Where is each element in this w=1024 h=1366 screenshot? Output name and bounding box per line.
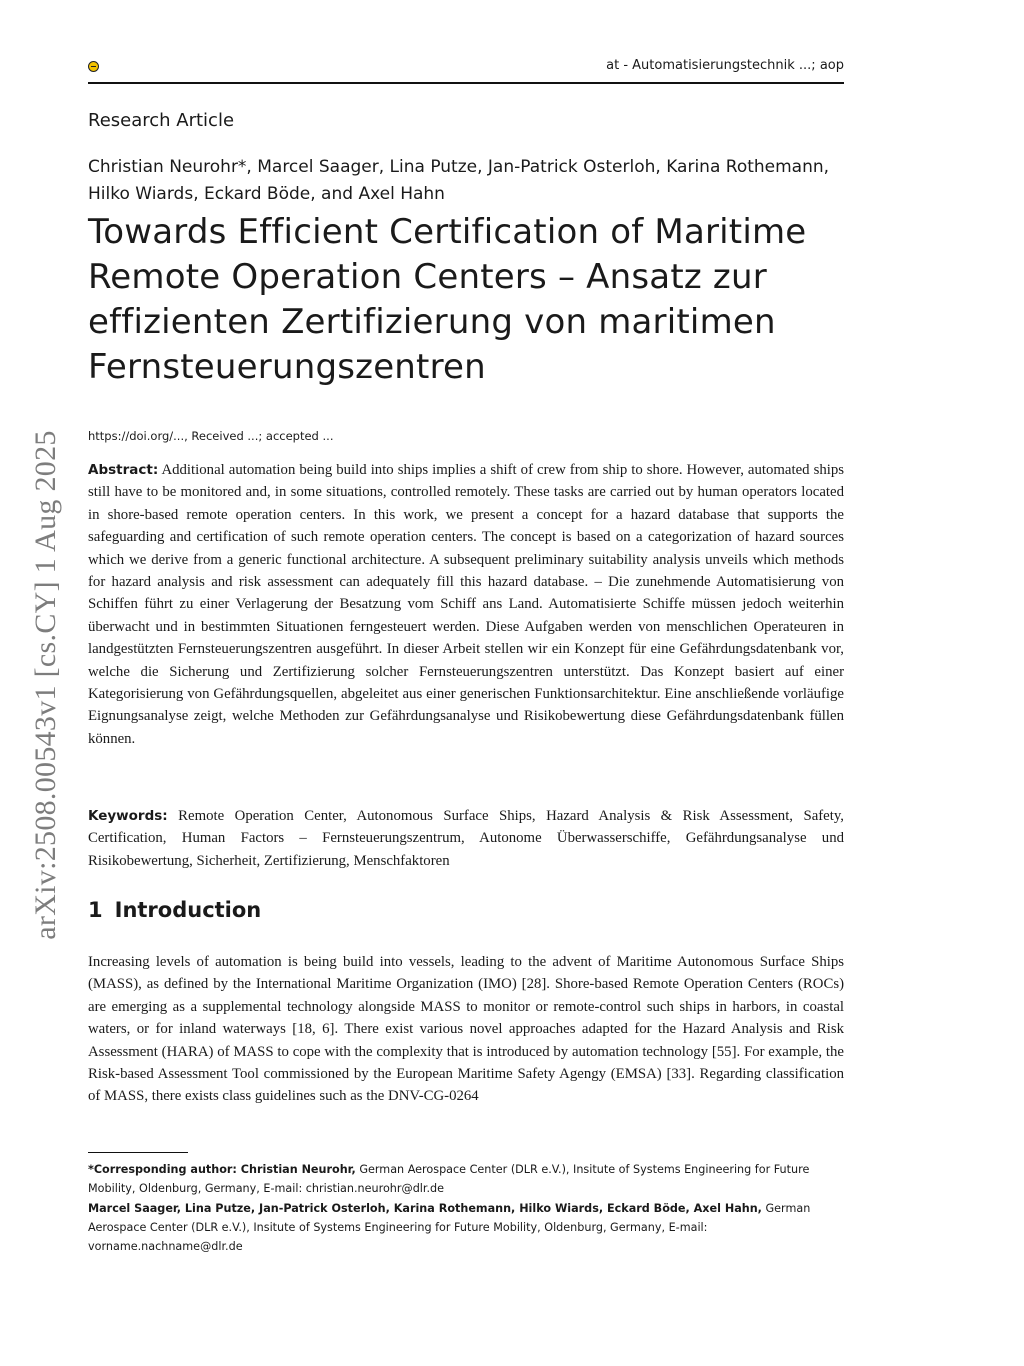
footnote-divider [88,1152,188,1153]
journal-name: at - Automatisierungstechnik ...; aop [606,58,844,73]
footnote-coauthors [88,1199,844,1256]
footnote-coauthors-label: Marcel Saager, Lina Putze, Jan-Patrick Osterloh, Karina Rothemann, Hilko Wiards, Eckard Böde, Axel Hahn, [88,1202,762,1215]
footnote-corresponding-text: German Aerospace Center (DLR e.V.), Insitute of Systems Engineering for Future Mobility, Oldenburg, Germany, E-mail: christian.neurohr@dlr.de [88,1163,810,1195]
abstract-text: Additional automation being build into ships implies a shift of crew from ship to shore. However, automated ships still have to be monitored and, in some situations, controlled remotely. These tasks are carried out by human operators located in shore-based remote operation centers. In this work, we present a concept for a hazard database that supports the safeguarding and certification of such remote operation centers. The concept is based on a categorization of hazard sources which we derive from a generic functional architecture. A subsequent preliminary suitability analysis unveils which methods for hazard analysis and risk assessment can adequately fill this hazard database. – Die zunehmende Automatisierung von Schiffen führt zu einer Verlagerung der Besatzung vom Schiff ans Land. Automatisierte Schiffe müssen jedoch weiterhin überwacht und in bestimmten Situationen ferngesteuert werden. Diese Aufgaben werden von menschlichen Operateuren in landgestützten Fernsteuerungszentren ausgeführt. In dieser Arbeit stellen wir ein Konzept für eine Gefährdungsdatenbank vor, welche die Sicherung und Zertifizierung solcher Fernsteuerungszentren unterstützt. Das Konzept basiert auf einer Kategorisierung von Gefährdungsquellen, abgeleitet aus einer generischen Funktionsarchitektur. Eine anschließende vorläufige Eignungsanalyse zeigt, welche Methoden zur Gefährdungsanalyse und Risikobewertung diese Gefährdungsdatenbank füllen können. [88,462,844,747]
footnote-coauthors-text: German Aerospace Center (DLR e.V.), Insitute of Systems Engineering for Future Mobility, Oldenburg, Germany, E-mail: vorname.nachname@dlr.de [88,1202,811,1253]
arxiv-identifier: arXiv:2508.00543v1 [cs.CY] 1 Aug 2025 [29,430,62,940]
article-type: Research Article [88,110,235,131]
abstract-label: Abstract: [88,462,159,478]
section-title: Introduction [114,898,262,922]
section-number: 1 [88,898,103,922]
introduction-paragraph: Increasing levels of automation is being build into vessels, leading to the advent of Maritime Autonomous Surface Ships (MASS), as defined by the International Maritime Organization (IMO) [28]. Shore-based Remote Operation Centers (ROCs) are emerging as a supplemental technology alongside MASS to monitor or remote-control such ships in harbors, in coastal waters, or for inland waterways [18, 6]. There exist various novel approaches adapted for the Hazard Analysis and Risk Assessment (HARA) of MASS to cope with the complexity that is introduced by automation technology [55]. For example, the Risk-based Assessment Tool commissioned by the European Maritime Safety Agengy (EMSA) [33]. Regarding classification of MASS, there exists class guidelines such as the DNV-CG-0264 [88,954,844,1105]
abstract [88,459,844,750]
author-list: Christian Neurohr*, Marcel Saager, Lina Putze, Jan-Patrick Osterloh, Karina Rothemann, Hilko Wiards, Eckard Böde, and Axel Hahn [88,157,830,204]
keywords-text: Remote Operation Center, Autonomous Surface Ships, Hazard Analysis & Risk Assessment, Safety, Certification, Human Factors – Fernsteuerungszentrum, Autonome Überwasserschiffe, Gefährdungsanalyse und Risikobewertung, Sicherheit, Zertifizierung, Menschfaktoren [88,808,844,869]
section-heading [88,898,261,922]
doi-line: https://doi.org/..., Received ...; accepted ... [88,429,334,443]
journal-logo-icon [88,61,99,72]
paper-title: Towards Efficient Certification of Maritime Remote Operation Centers – Ansatz zur effizienten Zertifizierung von maritimen Fernsteuerungszentren [88,212,807,387]
running-header [88,58,844,84]
keywords [88,805,844,872]
footnote-corresponding-author [88,1160,844,1198]
footnote-corresponding-label: *Corresponding author: Christian Neurohr, [88,1163,356,1176]
keywords-label: Keywords: [88,808,168,824]
